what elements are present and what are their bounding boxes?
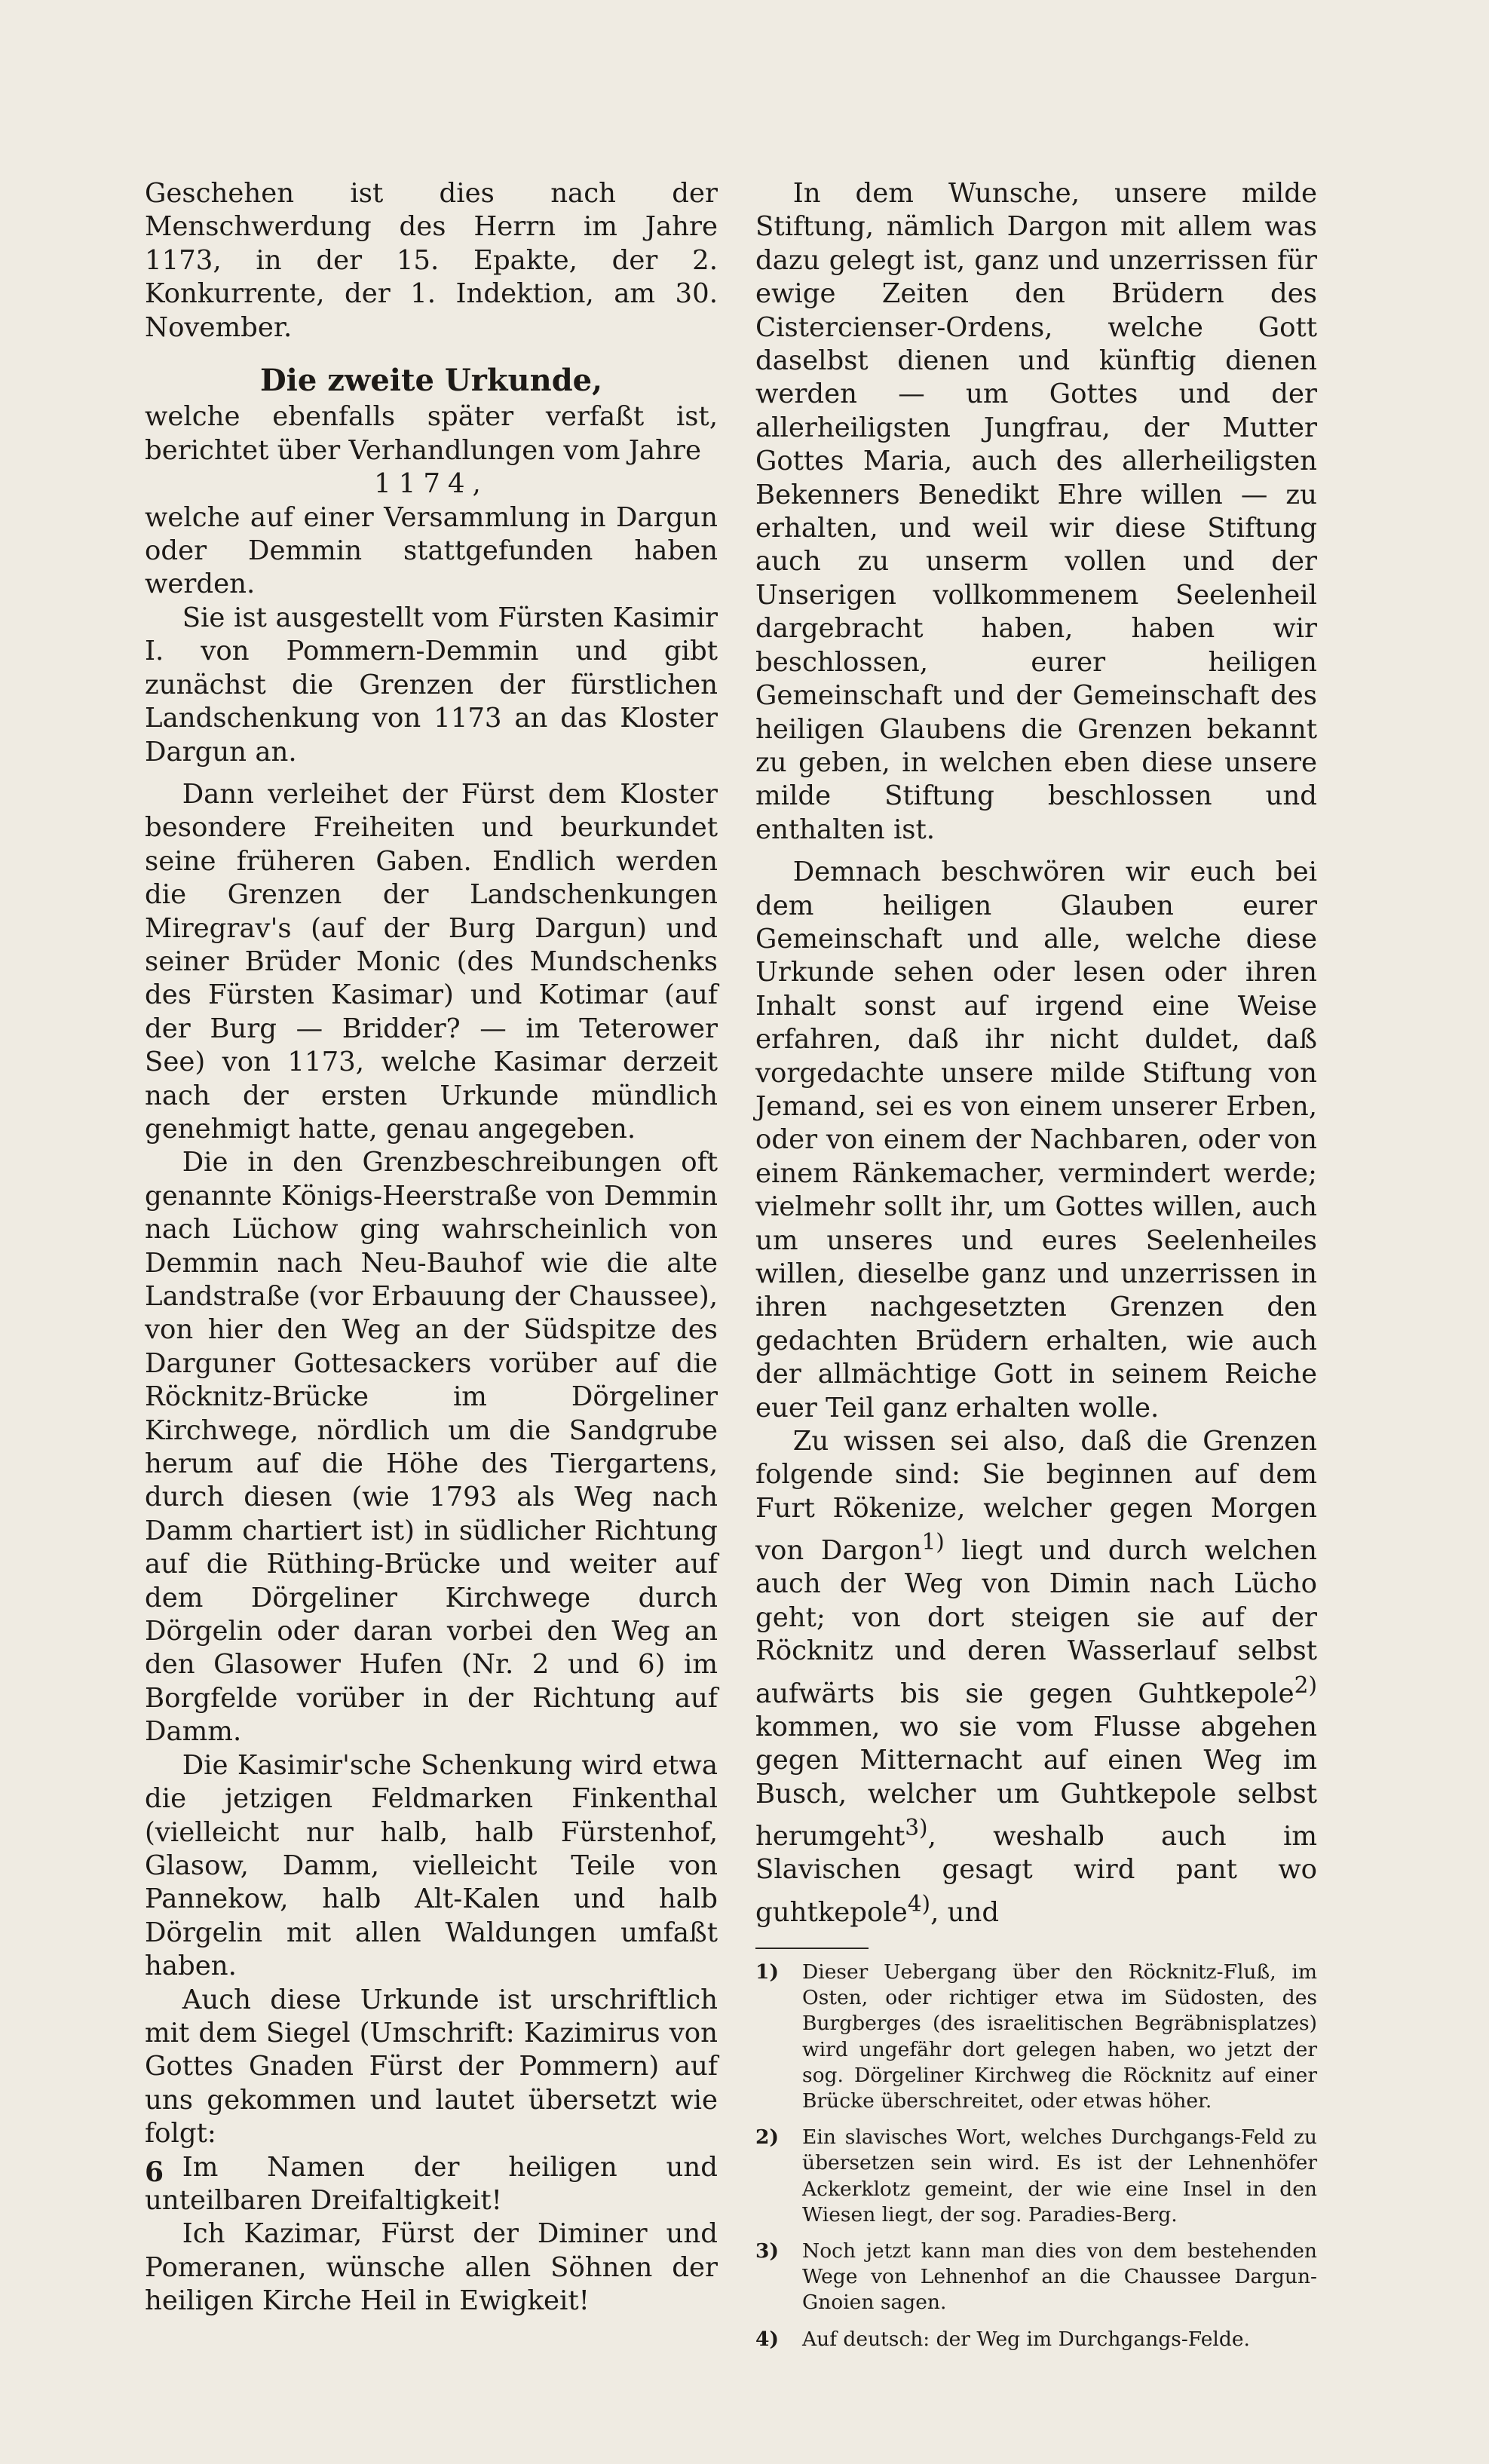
page-number: 6 — [145, 2156, 164, 2188]
limits-text-a: Zu wissen sei also, daß die Grenzen folgende sind: Sie beginnen auf dem Furt Rökenize, welcher gegen Morgen von Dargon — [755, 1426, 1317, 1567]
footnote — [755, 2125, 1317, 2228]
limits-text-e: , und — [930, 1896, 1000, 1928]
section-heading: Die zweite Urkunde, — [259, 363, 603, 399]
footnote-text: Dieser Uebergang über den Röcknitz-Fluß, im Osten, oder richtiger etwa im Südosten, des Burgberges (des israelitischen Begräbnisplatzes) wird ungefähr dort gelegen haben, wo jetzt der sog. Dörgeliner Kirchweg die Röcknitz auf einer Brücke überschreitet, oder etwas höher. — [802, 1960, 1317, 2113]
paragraph-continuation: welche auf einer Versammlung in Dargun oder Demmin stattgefunden haben werden. — [145, 501, 718, 600]
limits-text-b: liegt und durch welchen auch der Weg von Dimin nach Lücho geht; von dort steigen sie auf der Röcknitz und deren Wasserlauf selbst aufwärts bis sie gegen Guhtkepole — [755, 1535, 1318, 1709]
footnote-number: 2) — [755, 2125, 779, 2150]
paragraph-invocation: Im Namen der heiligen und unteilbaren Dreifaltigkeit! — [145, 2151, 718, 2216]
footnote-ref-3: 3) — [905, 1815, 928, 1841]
footnote-number: 1) — [755, 1960, 779, 1984]
left-column — [145, 177, 718, 2318]
footnote-text: Ein slavisches Wort, welches Durchgangs-Feld zu übersetzen sein wird. Es ist der Lehnenhöfer Ackerklotz gemeint, der wie eine Insel in den Wiesen liegt, der sog. Paradies-Berg. — [802, 2125, 1317, 2226]
paragraph-wish: In dem Wunsche, unsere milde Stiftung, nämlich Dargon mit allem was dazu gelegt ist, ganz und unzerrissen für ewige Zeiten den Brüdern des Cistercienser-Ordens, welche Gott daselbst dienen und künftig dienen werden — um Gottes und der allerheiligsten Jungfrau, der Mutter Gottes Maria, auch des allerheiligsten Bekenners Benedikt Ehre willen — zu erhalten, und weil wir diese Stiftung auch zu unserm vollen und der Unserigen vollkommenem Seelenheil dargebracht haben, haben wir beschlossen, eurer heiligen Gemeinschaft und der Gemeinschaft des heiligen Glaubens die Grenzen bekannt zu geben, in welchen eben diese unsere milde Stiftung beschlossen und enthalten ist. — [755, 178, 1317, 845]
paragraph-limits — [755, 1425, 1317, 1929]
paragraph-intro: Geschehen ist dies nach der Menschwerdung des Herrn im Jahre 1173, in der 15. Epakte, der 2. Konkurrente, der 1. Indektion, am 30. November. — [145, 178, 718, 343]
footnote-number: 4) — [755, 2327, 779, 2351]
paragraph-greeting: Ich Kazimar, Fürst der Diminer und Pomeranen, wünsche allen Söhnen der heiligen Kirche Heil in Ewigkeit! — [145, 2218, 718, 2317]
footnote-text: Auf deutsch: der Weg im Durchgangs-Felde. — [802, 2327, 1250, 2351]
limits-text-c: kommen, wo sie vom Flusse abgehen gegen Mitternacht auf einen Weg im Busch, welcher um Guhtkepole selbst herumgeht — [755, 1711, 1317, 1852]
paragraph-privileges: Dann verleihet der Fürst dem Kloster besondere Freiheiten und beurkundet seine früheren Gaben. Endlich werden die Grenzen der Landschenkungen Miregrav's (auf der Burg Dargun) und seiner Brüder Monic (des Mundschenks des Fürsten Kasimar) und Kotimar (auf der Burg — Bridder? — im Teterower See) von 1173, welche Kasimar derzeit nach der ersten Urkunde mündlich genehmigt hatte, genau angegeben. — [145, 778, 718, 1145]
footnote-text: Noch jetzt kann man dies von dem bestehenden Wege von Lehnenhof an die Chaussee Dargun-Gnoien sagen. — [802, 2239, 1317, 2315]
paragraph-adjuration: Demnach beschwören wir euch bei dem heiligen Glauben eurer Gemeinschaft und alle, welche diese Urkunde sehen oder lesen oder ihren Inhalt sonst auf irgend eine Weise erfahren, daß ihr nicht duldet, daß vorgedachte unsere milde Stiftung von Jemand, sei es von einem unserer Erben, oder von einem der Nachbaren, oder von einem Ränkemacher, vermindert werde; vielmehr sollt ihr, um Gottes willen, auch um unseres und eures Seelenheiles willen, dieselbe ganz und unzerrissen in ihren nachgesetzten Grenzen den gedachten Brüdern erhalten, wie auch der allmächtige Gott in seinem Reiche euer Teil ganz erhalten wolle. — [755, 857, 1317, 1424]
footnote-divider — [755, 1948, 869, 1949]
footnote — [755, 2239, 1317, 2316]
limits-text-d: , weshalb auch im Slavischen gesagt wird pant wo guhtkepole — [755, 1820, 1317, 1928]
footnote-ref-1: 1) — [921, 1529, 945, 1555]
footnote-ref-2: 2) — [1294, 1672, 1317, 1698]
paragraph-donation: Die Kasimir'sche Schenkung wird etwa die jetzigen Feldmarken Finkenthal (vielleicht nur halb, halb Fürstenhof, Glasow, Damm, vielleicht Teile von Pannekow, halb Alt-Kalen und halb Dörgelin mit allen Waldungen umfaßt haben. — [145, 1749, 718, 1982]
right-column — [755, 177, 1317, 2363]
footnote — [755, 2327, 1317, 2352]
paragraph-boundaries: Die in den Grenzbeschreibungen oft genannte Königs-Heerstraße von Demmin nach Lüchow ging wahrscheinlich von Demmin nach Neu-Bauhof wie die alte Landstraße (vor Erbauung der Chaussee), von hier den Weg an der Südspitze des Darguner Gottesackers vorüber auf die Röcknitz-Brücke im Dörgeliner Kirchwege, nördlich um die Sandgrube herum auf die Höhe des Tiergartens, durch diesen (wie 1793 als Weg nach Damm chartiert ist) in südlicher Richtung auf die Rüthing-Brücke und weiter auf dem Dörgeliner Kirchwege durch Dörgelin oder daran vorbei den Weg an den Glasower Hufen (Nr. 2 und 6) im Borgfelde vorüber in der Richtung auf Damm. — [145, 1147, 718, 1748]
paragraph-subheading: welche ebenfalls später verfaßt ist, berichtet über Verhandlungen vom Jahre — [145, 401, 718, 466]
footnote-number: 3) — [755, 2239, 779, 2263]
paragraph-seal: Auch diese Urkunde ist urschriftlich mit dem Siegel (Umschrift: Kazimirus von Gottes Gnaden Fürst der Pommern) auf uns gekommen und lautet übersetzt wie folgt: — [145, 1984, 718, 2150]
footnote-ref-4: 4) — [907, 1890, 931, 1917]
year-line: 1174, — [374, 468, 489, 500]
footnote — [755, 1960, 1317, 2114]
paragraph-issuer: Sie ist ausgestellt vom Fürsten Kasimir I. von Pommern-Demmin und gibt zunächst die Grenzen der fürstlichen Landschenkung von 1173 an das Kloster Dargun an. — [145, 602, 718, 768]
